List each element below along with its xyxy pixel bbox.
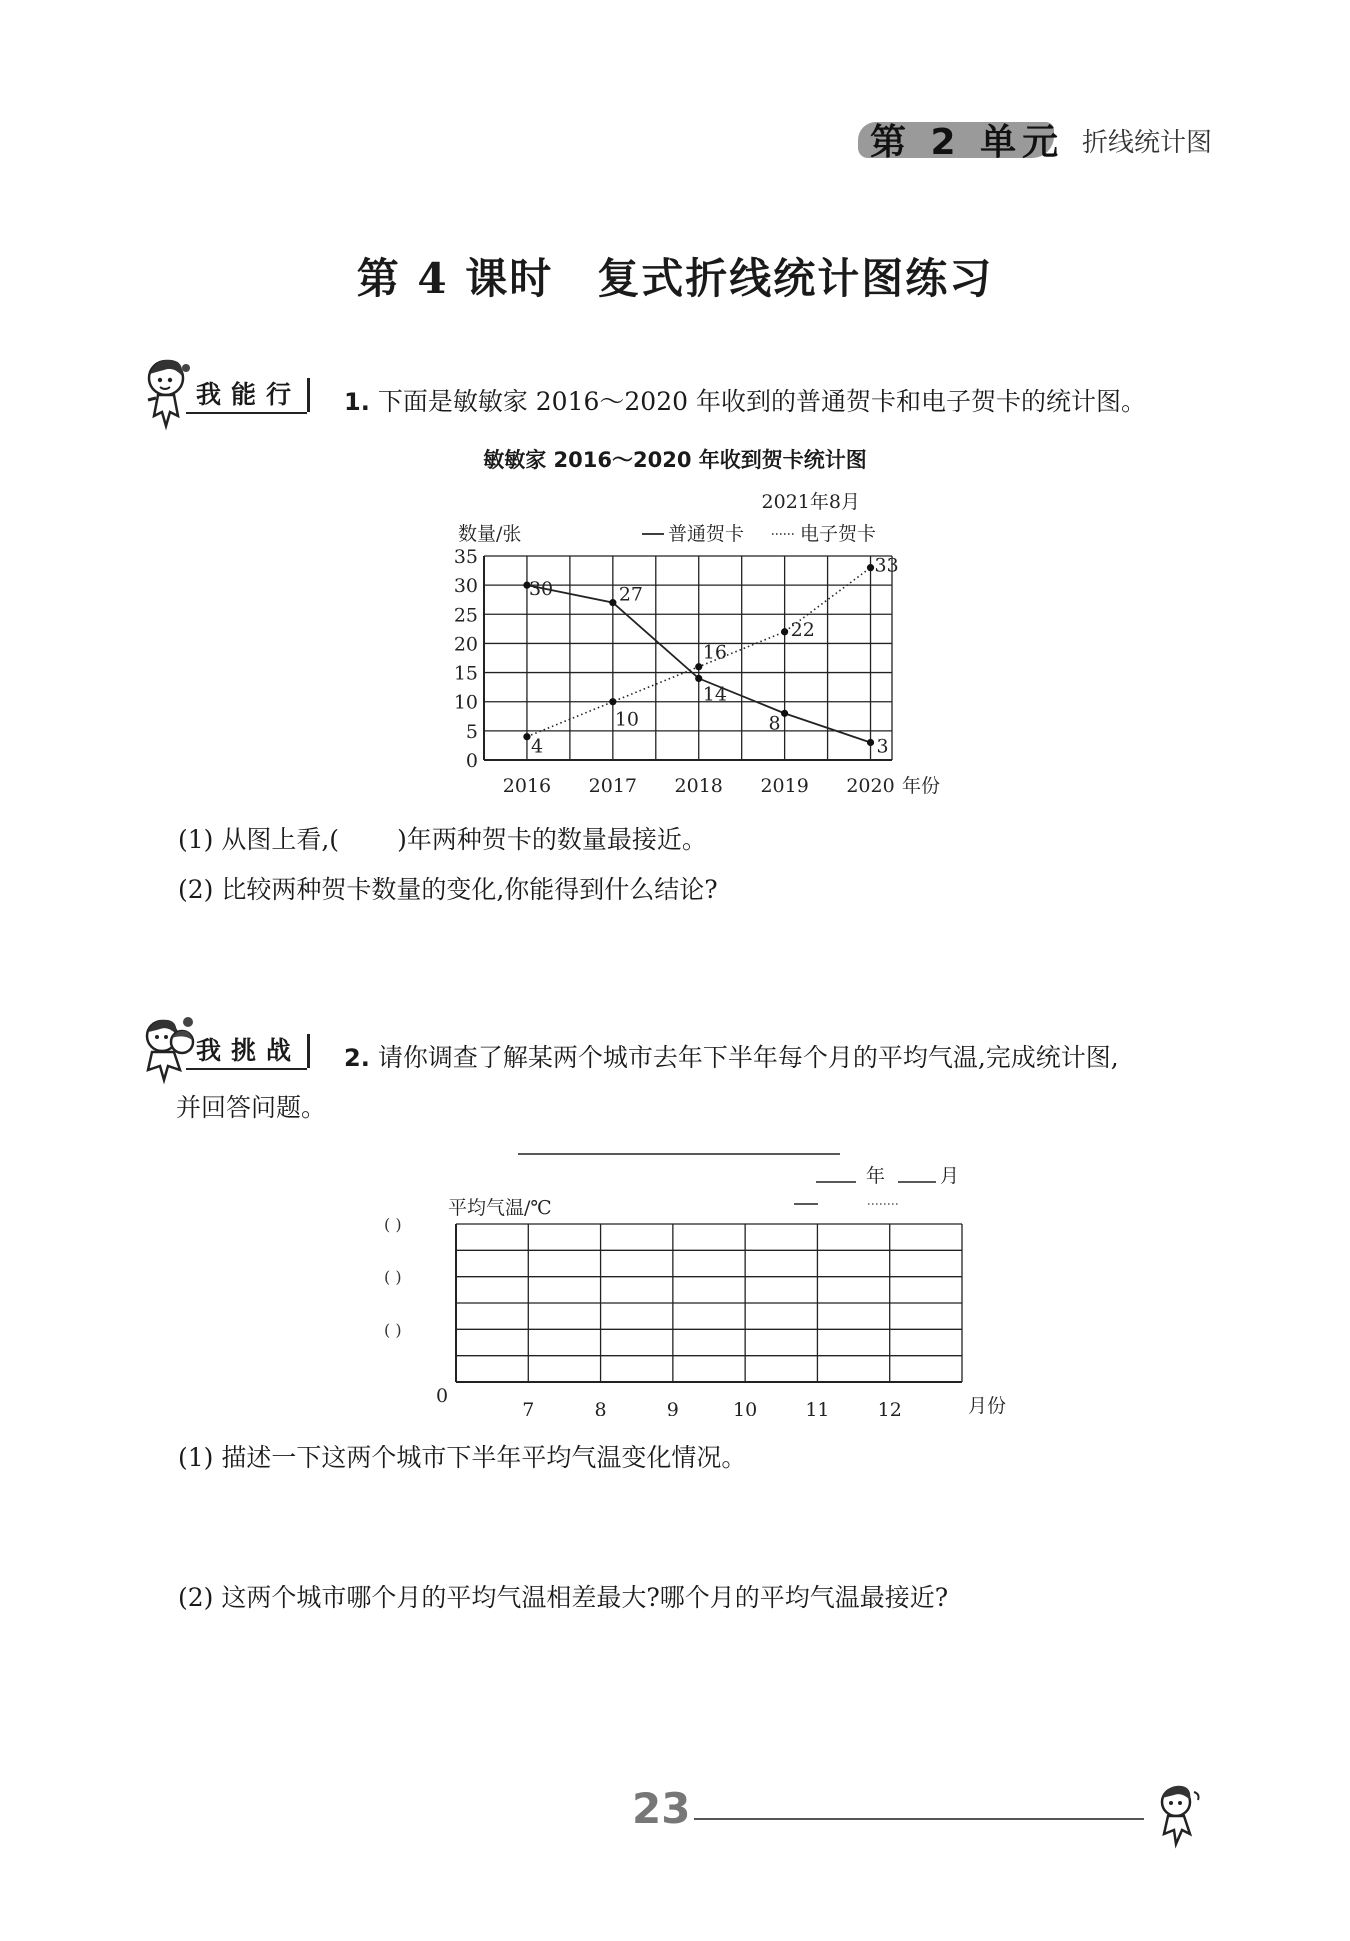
page-number: 23 [632, 1784, 691, 1833]
unit-badge [858, 112, 1065, 163]
unit-topic: 折线统计图 [1082, 128, 1213, 158]
y-tick-label: 0 [465, 750, 478, 772]
data-point [523, 733, 530, 740]
question-1-sub2: (2) 比较两种贺卡数量的变化,你能得到什么结论? [178, 875, 718, 904]
data-label: 30 [528, 578, 554, 601]
y-tick-label: 20 [453, 633, 478, 656]
y-tick-label: 10 [453, 691, 478, 714]
question-2 [344, 1040, 1119, 1076]
badge-woneng [138, 354, 328, 434]
question-2-line1: 请你调查了解某两个城市去年下半年每个月的平均气温,完成统计图, [377, 1043, 1119, 1072]
y-axis-label: 数量/张 [458, 523, 522, 545]
x-tick-label: 2016 [502, 775, 552, 797]
question-1-text: 下面是敏敏家 2016～2020 年收到的普通贺卡和电子贺卡的统计图。 [377, 387, 1146, 416]
q1-sub1-prefix: (1) 从图上看,( [178, 825, 340, 854]
chart-1-title: 敏敏家 2016～2020 年收到贺卡统计图 [483, 448, 867, 472]
y-blank-label[interactable]: ( ) [384, 1320, 402, 1340]
data-point [781, 710, 788, 717]
x-tick-label: 2020 [846, 775, 895, 797]
question-2-sub1: (1) 描述一下这两个城市下半年平均气温变化情况。 [178, 1443, 747, 1472]
data-point [609, 599, 616, 606]
x-tick-label: 9 [666, 1399, 679, 1416]
x-tick-label: 7 [522, 1399, 535, 1416]
chart-2 [370, 1136, 1010, 1416]
question-1 [344, 384, 1146, 420]
x-tick-label: 2017 [588, 775, 638, 797]
data-label: 27 [618, 583, 644, 606]
x-tick-label: 2018 [674, 775, 723, 797]
data-label: 16 [702, 641, 727, 664]
data-point [609, 698, 616, 705]
x-tick-label: 8 [594, 1399, 607, 1416]
data-label: 14 [702, 683, 727, 706]
unit-label: 第 2 单元 [870, 122, 1065, 163]
y-tick-label: 35 [453, 546, 478, 568]
chart-1 [440, 478, 960, 808]
y-tick-label: 5 [465, 720, 478, 743]
y-blank-label[interactable]: ( ) [384, 1267, 402, 1287]
x-tick-label: 10 [733, 1399, 758, 1416]
data-point [781, 628, 788, 635]
question-2-number: 2. [344, 1044, 370, 1072]
footer-mascot-icon [1150, 1780, 1210, 1850]
q1-sub1-suffix: )年两种贺卡的数量最接近。 [397, 825, 707, 854]
data-label: 8 [768, 712, 781, 735]
question-2-line2: 并回答问题。 [176, 1093, 327, 1122]
data-point [867, 739, 874, 746]
y-axis-label: 平均气温/℃ [448, 1197, 552, 1219]
data-label: 33 [874, 554, 899, 577]
data-point [695, 663, 702, 670]
x-axis-label: 月份 [968, 1395, 1007, 1416]
y-zero-label: 0 [436, 1385, 449, 1407]
badge-wotiaozhan [138, 1010, 328, 1090]
data-point [867, 564, 874, 571]
chart-date-note: 2021年8月 [761, 491, 860, 513]
data-label: 4 [530, 735, 544, 758]
x-tick-label: 11 [805, 1399, 830, 1416]
y-tick-label: 30 [453, 575, 478, 598]
lesson-name: 复式折线统计图练习 [597, 254, 994, 303]
legend-series-1: 普通贺卡 [668, 523, 745, 545]
data-label: 3 [876, 735, 889, 758]
lesson-title [0, 246, 1350, 306]
year-label: 年 [866, 1165, 886, 1187]
question-2-sub2: (2) 这两个城市哪个月的平均气温相差最大?哪个月的平均气温最接近? [178, 1583, 949, 1612]
question-1-number: 1. [344, 388, 370, 416]
lesson-number: 第 4 课时 [356, 254, 554, 303]
badge-label: 我挑战 [186, 1034, 310, 1068]
data-label: 10 [614, 708, 640, 731]
x-tick-label: 12 [877, 1399, 902, 1416]
y-tick-label: 15 [453, 662, 478, 685]
legend-series-2: 电子贺卡 [800, 523, 877, 545]
badge-label: 我能行 [186, 378, 310, 412]
footer-rule [694, 1818, 1144, 1820]
y-tick-label: 25 [453, 604, 478, 627]
data-label: 22 [790, 618, 815, 641]
question-1-sub1 [178, 822, 707, 858]
month-label: 月 [940, 1165, 960, 1187]
data-point [695, 675, 702, 682]
x-axis-label: 年份 [902, 775, 941, 797]
x-tick-label: 2019 [760, 775, 809, 797]
y-blank-label[interactable]: ( ) [384, 1215, 402, 1234]
